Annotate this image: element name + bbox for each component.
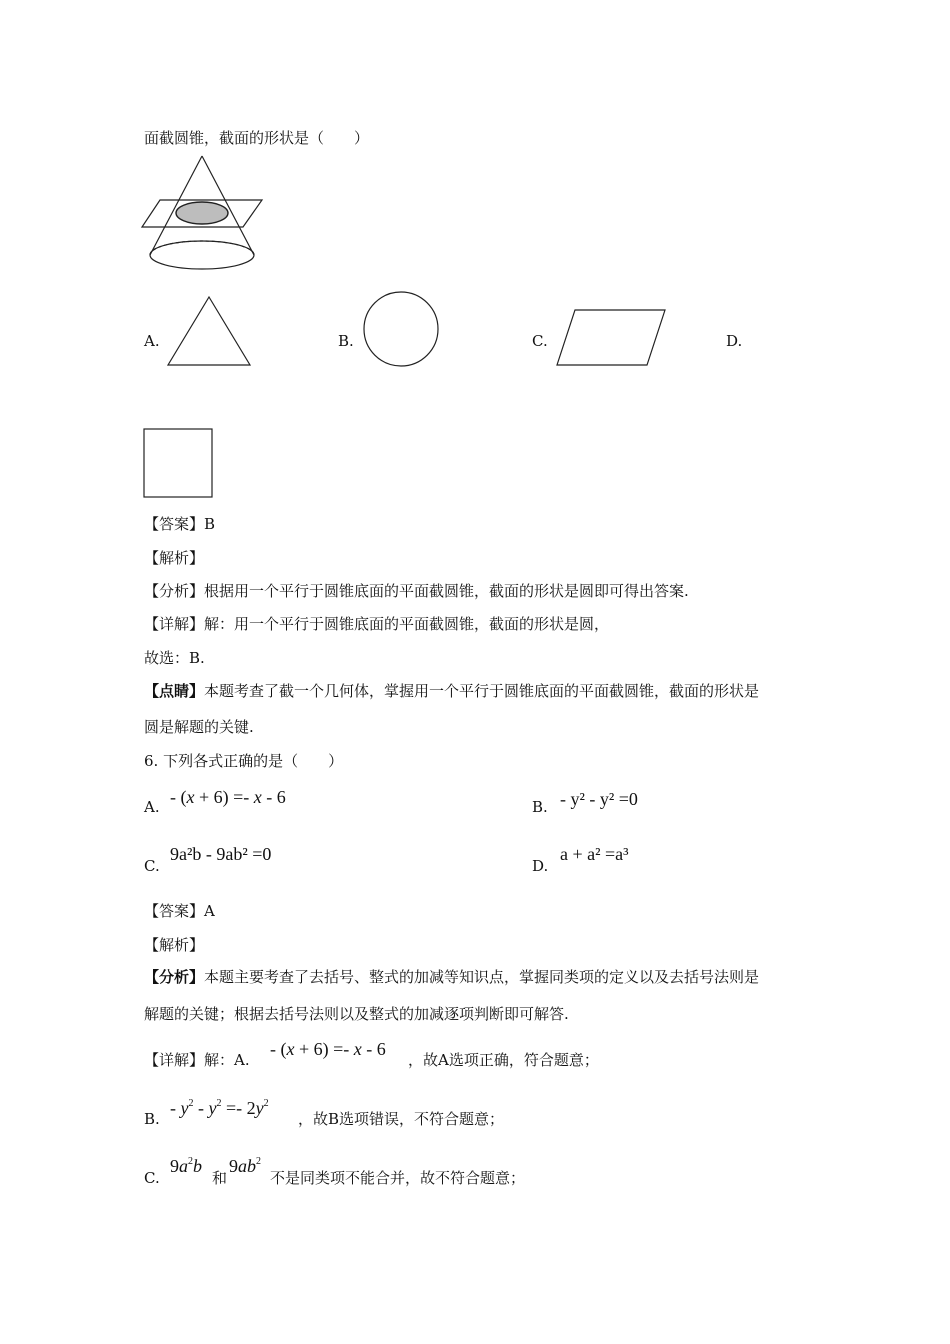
square-option-shape	[143, 428, 215, 500]
q6-detail-c-and: 和	[212, 1169, 228, 1187]
q5-option-b-label: B.	[338, 332, 354, 350]
q6-option-a-expr: - (x + 6) =- x - 6	[170, 787, 286, 807]
q6-option-a-label: A.	[144, 798, 160, 816]
q6-option-d-expr: a + a² =a³	[560, 844, 629, 864]
section-ellipse	[176, 202, 228, 224]
triangle-option-shape	[166, 295, 252, 367]
q6-detail-a-expr: - (x + 6) =- x - 6	[270, 1039, 386, 1059]
q6-option-b-label: B.	[532, 798, 548, 816]
q6-detail-b-suffix: ，故B选项错误，不符合题意；	[298, 1110, 505, 1128]
q6-fenxi-line1	[144, 967, 759, 987]
q5-fenxi: 【分析】根据用一个平行于圆锥底面的平面截圆锥，截面的形状是圆即可得出答案.	[144, 582, 689, 600]
q6-option-c-expr: 9a²b - 9ab² =0	[170, 844, 272, 864]
q6-fenxi-text: 本题主要考查了去括号、整式的加减等知识点，掌握同类项的定义以及去括号法则是	[204, 968, 760, 986]
q6-detail-b-expr: - $y^2 - y^2 =- 2y^2$	[170, 1098, 269, 1118]
q6-answer: 【答案】A	[144, 902, 215, 920]
q5-dianjing-label: 【点睛】	[144, 682, 205, 700]
q6-stem: 6. 下列各式正确的是（ ）	[144, 752, 344, 770]
q6-detail-c-suffix: 不是同类项不能合并，故不符合题意；	[270, 1169, 526, 1187]
q5-dianjing-line1	[144, 681, 759, 701]
q5-option-a-label: A.	[144, 332, 160, 350]
parallelogram-option-shape	[555, 308, 669, 368]
q5-guxuan: 故选：B.	[144, 649, 205, 667]
cone-section-figure	[140, 154, 270, 276]
cone-base-dashed-upper	[150, 241, 254, 255]
q6-detail-a-prefix: 【详解】解：A.	[144, 1051, 250, 1069]
q5-analysis-heading: 【解析】	[144, 549, 205, 567]
q6-fenxi-label: 【分析】	[144, 968, 205, 986]
q6-option-d-label: D.	[532, 857, 549, 875]
q6-analysis-heading: 【解析】	[144, 936, 205, 954]
q5-xiangjie: 【详解】解：用一个平行于圆锥底面的平面截圆锥，截面的形状是圆，	[144, 615, 610, 633]
q6-detail-c-prefix: C.	[144, 1169, 160, 1187]
q6-option-b-expr: - y² - y² =0	[560, 789, 638, 809]
q5-answer: 【答案】B	[144, 515, 216, 533]
q5-dianjing-text: 本题考查了截一个几何体，掌握用一个平行于圆锥底面的平面截圆锥，截面的形状是	[204, 682, 760, 700]
circle-option-shape	[361, 290, 441, 368]
q6-option-c-label: C.	[144, 857, 160, 875]
q6-detail-c-term1: $9a^2b$	[170, 1156, 202, 1176]
q6-fenxi-line2: 解题的关键；根据去括号法则以及整式的加减逐项判断即可解答.	[144, 1005, 569, 1023]
q5-option-c-label: C.	[532, 332, 548, 350]
q5-dianjing-line2: 圆是解题的关键.	[144, 718, 254, 736]
q5-stem: 面截圆锥，截面的形状是（ ）	[144, 129, 370, 147]
q6-detail-c-term2: $9ab^2$	[229, 1156, 261, 1176]
q6-detail-b-prefix: B.	[144, 1110, 160, 1128]
q6-detail-a-suffix: ，故A选项正确，符合题意；	[408, 1051, 599, 1069]
q5-option-d-label: D.	[726, 332, 743, 350]
